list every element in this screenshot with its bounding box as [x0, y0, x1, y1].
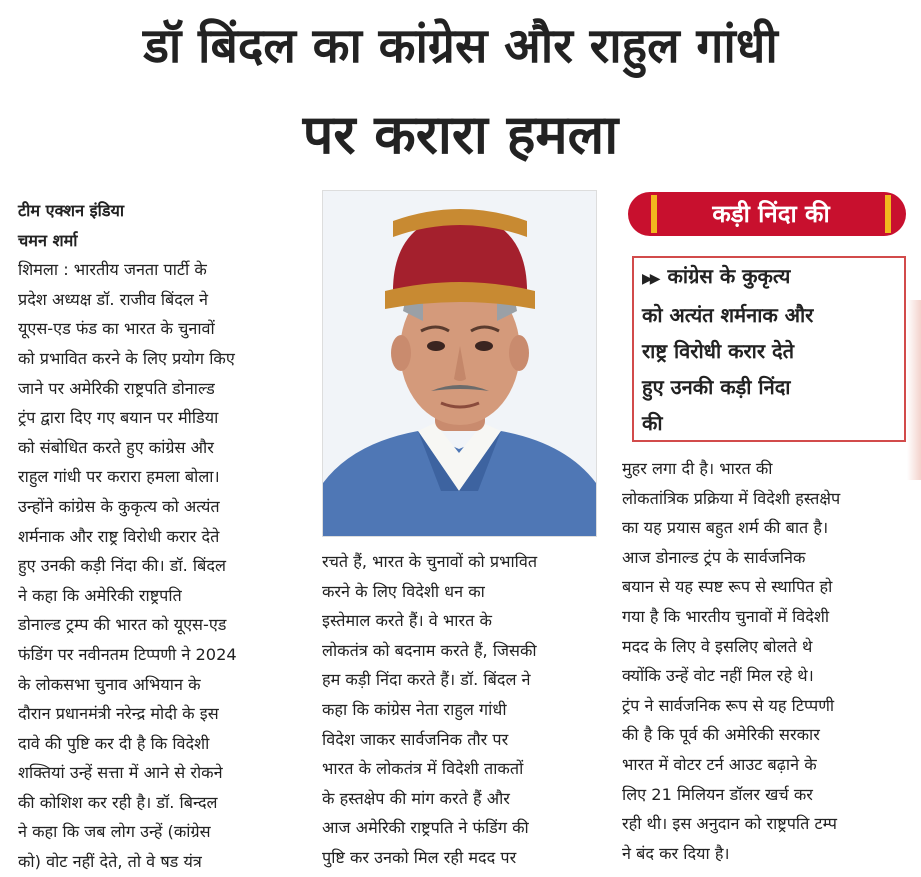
article-text-line: ने कहा कि अमेरिकी राष्ट्रपति	[18, 585, 182, 605]
article-text-line: प्रदेश अध्यक्ष डॉ. राजीव बिंदल ने	[18, 289, 208, 309]
article-text-line: आज डोनाल्ड ट्रंप के सार्वजनिक	[622, 547, 806, 567]
article-text-line: शक्तियां उन्हें सत्ता में आने से रोकने	[18, 763, 223, 783]
article-text-line: रही थी। इस अनुदान को राष्ट्रपति टम्प	[622, 814, 837, 834]
column-2-text	[322, 547, 612, 873]
article-text-line: भारत में वोटर टर्न आउट बढ़ाने के	[622, 754, 817, 774]
article-text-line: के हस्तक्षेप की मांग करते हैं और	[322, 788, 510, 808]
article-text-line: आज अमेरिकी राष्ट्रपति ने फंडिंग की	[322, 818, 529, 838]
article-text-line: के लोकसभा चुनाव अभियान के	[18, 674, 201, 694]
pull-quote-line: को अत्यंत शर्मनाक और	[642, 303, 814, 327]
column-3-text	[622, 454, 914, 868]
article-text-line: ट्रंप द्वारा दिए गए बयान पर मीडिया	[18, 408, 219, 428]
article-text-line: बयान से यह स्पष्ट रूप से स्थापित हो	[622, 577, 833, 597]
article-text-line: हुए उनकी कड़ी निंदा की। डॉ. बिंदल	[18, 556, 226, 576]
leader-photo	[322, 190, 597, 537]
article-text-line: राहुल गांधी पर करारा हमला बोला।	[18, 467, 220, 487]
article-text-line: लोकतांत्रिक प्रक्रिया में विदेशी हस्तक्षेप	[622, 488, 841, 508]
article-column-3	[622, 454, 914, 868]
pull-quote	[642, 258, 904, 441]
article-text-line: हम कड़ी निंदा करते हैं। डॉ. बिंदल ने	[322, 670, 531, 690]
article-text-line: पुष्टि कर उनको मिल रही मदद पर	[322, 847, 517, 867]
article-text-line: को संबोधित करते हुए कांग्रेस और	[18, 437, 214, 457]
article-text-line: दावे की पुष्टि कर दी है कि विदेशी	[18, 733, 210, 753]
article-text-line: फंडिंग पर नवीनतम टिप्पणी ने 2024	[18, 644, 237, 664]
article-text-line: डोनाल्ड ट्रम्प की भारत को यूएस-एड	[18, 615, 227, 635]
article-text-line: भारत के लोकतंत्र में विदेशी ताकतों	[322, 759, 524, 779]
double-arrow-icon: ▶▶	[642, 271, 658, 287]
article-column-2	[322, 547, 612, 873]
article-text-line: की है कि पूर्व की अमेरिकी सरकार	[622, 725, 820, 745]
article-text-line: उन्होंने कांग्रेस के कुकृत्य को अत्यंत	[18, 496, 220, 516]
article-text-line: ने कहा कि जब लोग उन्हें (कांग्रेस	[18, 822, 211, 842]
article-text-line: मुहर लगा दी है। भारत की	[622, 459, 773, 478]
pull-quote-line: राष्ट्र विरोधी करार देते	[642, 339, 794, 363]
article-text-line: शर्मनाक और राष्ट्र विरोधी करार देते	[18, 526, 220, 546]
article-text-line: जाने पर अमेरिकी राष्ट्रपति डोनाल्ड	[18, 378, 215, 398]
headline-line-2: पर करारा हमला	[302, 103, 619, 166]
article-text-line: करने के लिए विदेशी धन का	[322, 581, 485, 601]
pull-quote-line: की	[642, 411, 663, 435]
article-text-line: गया है कि भारतीय चुनावों में विदेशी	[622, 606, 830, 626]
pull-quote-line: हुए उनकी कड़ी निंदा	[642, 375, 791, 399]
byline-author: चमन शर्मा	[18, 230, 78, 250]
article-text-line: क्योंकि उन्हें वोट नहीं मिल रहे थे।	[622, 666, 814, 686]
article-text-line: को प्रभावित करने के लिए प्रयोग किए	[18, 348, 235, 368]
leader-portrait-icon	[323, 191, 596, 536]
article-text-line: दौरान प्रधानमंत्री नरेन्द्र मोदी के इस	[18, 704, 219, 724]
article-text-line: का यह प्रयास बहुत शर्म की बात है।	[622, 518, 829, 538]
article-text-line: यूएस-एड फंड का भारत के चुनावों	[18, 319, 215, 339]
article-text-line: रचते हैं, भारत के चुनावों को प्रभावित	[322, 552, 538, 571]
page-edge-shadow	[907, 300, 921, 480]
article-text-line: ने बंद कर दिया है।	[622, 843, 730, 863]
article-text-line: शिमला : भारतीय जनता पार्टी के	[18, 260, 207, 280]
article-text-line: लिए 21 मिलियन डॉलर खर्च कर	[622, 784, 813, 804]
pull-quote-line: ▶▶ कांग्रेस के कुकृत्य	[642, 264, 791, 288]
article-text-line: ट्रंप ने सार्वजनिक रूप से यह टिप्पणी	[622, 695, 835, 715]
article-text-line: इस्तेमाल करते हैं। वे भारत के	[322, 611, 492, 631]
byline-agency: टीम एक्शन इंडिया	[18, 201, 125, 220]
article-text-line: मदद के लिए वे इसलिए बोलते थे	[622, 636, 813, 656]
article-text-line: लोकतंत्र को बदनाम करते हैं, जिसकी	[322, 640, 537, 660]
label-banner: कड़ी निंदा की	[651, 195, 891, 233]
article-text-line: कहा कि कांग्रेस नेता राहुल गांधी	[322, 699, 507, 719]
article-text-line: को) वोट नहीं देते, तो वे षड यंत्र	[18, 852, 202, 872]
article-column-1	[18, 196, 303, 877]
headline-line-1: डॉ बिंदल का कांग्रेस और राहुल गांधी	[143, 18, 778, 74]
article-text-line: की कोशिश कर रही है। डॉ. बिन्दल	[18, 792, 218, 812]
column-1-text	[18, 255, 303, 876]
article-text-line: विदेश जाकर सार्वजनिक तौर पर	[322, 729, 509, 749]
